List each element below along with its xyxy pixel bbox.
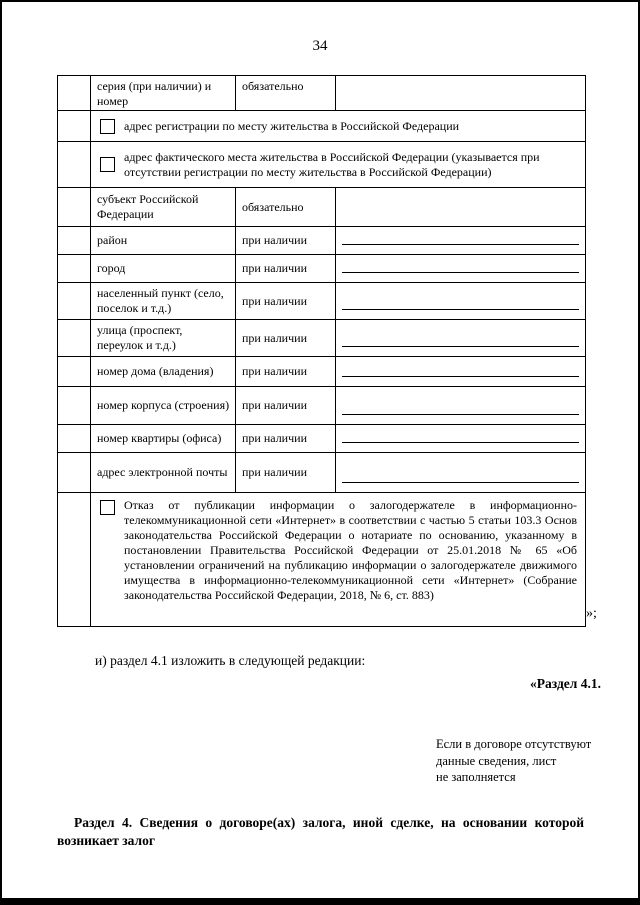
field-label: серия (при наличии) и номер xyxy=(97,79,212,108)
fill-line xyxy=(342,272,579,273)
checkbox-label: адрес фактического места жительства в Российской Федерации (указывается при отсутствии регистрации по месту жительства в Российской Федерации) xyxy=(124,149,540,179)
checkbox-cell xyxy=(91,493,585,626)
field-label-cell xyxy=(91,255,236,282)
table-row-seriya xyxy=(58,76,585,111)
field-value-cell xyxy=(336,76,585,110)
field-requirement-cell xyxy=(236,387,336,424)
field-requirement-cell xyxy=(236,425,336,452)
row-margin-cell xyxy=(58,453,91,492)
field-label-cell xyxy=(91,188,236,226)
table-row-city xyxy=(58,255,585,283)
field-label: номер квартиры (офиса) xyxy=(97,431,222,445)
field-label: субъект Российской Федерации xyxy=(97,192,199,221)
field-label: город xyxy=(97,261,126,275)
field-requirement-cell xyxy=(236,255,336,282)
table-row-building-number xyxy=(58,387,585,425)
requirement-label: при наличии xyxy=(242,398,307,412)
table-row-house-number xyxy=(58,357,585,387)
quote-closing-mark: »; xyxy=(586,606,597,621)
field-value-cell xyxy=(336,387,585,424)
checkbox[interactable] xyxy=(100,157,115,172)
form-table xyxy=(57,75,586,627)
field-label-cell xyxy=(91,320,236,356)
requirement-label: при наличии xyxy=(242,431,307,445)
checkbox-cell xyxy=(91,111,585,141)
field-label-cell xyxy=(91,387,236,424)
fill-line xyxy=(342,414,579,415)
checkbox[interactable] xyxy=(100,119,115,134)
table-row-street xyxy=(58,320,585,357)
checkbox[interactable] xyxy=(100,500,115,515)
checkbox-label: адрес регистрации по месту жительства в Российской Федерации xyxy=(124,118,460,133)
field-requirement-cell xyxy=(236,357,336,386)
requirement-label: обязательно xyxy=(242,79,304,93)
section-4-1-quote-header: «Раздел 4.1. xyxy=(530,676,601,691)
field-label-cell xyxy=(91,227,236,254)
row-margin-cell xyxy=(58,227,91,254)
field-requirement-cell xyxy=(236,76,336,110)
field-value-cell xyxy=(336,188,585,226)
table-row-settlement xyxy=(58,283,585,320)
amendment-line: и) раздел 4.1 изложить в следующей редакции: xyxy=(95,653,366,668)
table-row-email xyxy=(58,453,585,493)
field-value-cell xyxy=(336,255,585,282)
row-margin-cell xyxy=(58,111,91,141)
field-value-cell xyxy=(336,227,585,254)
note-line: Если в договоре отсутствуют xyxy=(436,737,592,751)
table-row-subject xyxy=(58,188,585,227)
fill-line xyxy=(342,376,579,377)
field-label-cell xyxy=(91,283,236,319)
checkbox-label: Отказ от публикации информации о залогодержателе в информационно-телекоммуникационной сети «Интернет» в соответствии с частью 5 статьи 103.3 Основ законодательства Российской Федерации о нотариате по основанию, указанному в постановлении Правительства Российской Федерации от 25.01.2018 № 65 «Об установлении ограничений на публикацию информации о залогодержателе движимого имущества в информационно-телекоммуникационной сети «Интернет» (Собрание законодательства Российской Федерации, 2018, № 6, ст. 883) xyxy=(124,498,577,602)
field-label: населенный пункт (село, поселок и т.д.) xyxy=(97,286,224,315)
field-value-cell xyxy=(336,357,585,386)
field-requirement-cell xyxy=(236,227,336,254)
table-row-checkbox-publication-refusal xyxy=(58,493,585,626)
fill-line xyxy=(342,442,579,443)
requirement-label: при наличии xyxy=(242,233,307,247)
row-margin-cell xyxy=(58,320,91,356)
note-line: данные сведения, лист xyxy=(436,753,557,768)
row-margin-cell xyxy=(58,188,91,226)
field-label: номер корпуса (строения) xyxy=(97,398,230,412)
checkbox-cell xyxy=(91,142,585,187)
row-margin-cell xyxy=(58,493,91,626)
field-value-cell xyxy=(336,320,585,356)
row-margin-cell xyxy=(58,76,91,110)
field-label: номер дома (владения) xyxy=(97,364,214,378)
field-label-cell xyxy=(91,76,236,110)
field-label-cell xyxy=(91,357,236,386)
section-4-title: Раздел 4. Сведения о договоре(ах) залога, иной сделке, на основании которой возникает залог xyxy=(57,815,584,848)
fill-line xyxy=(342,482,579,483)
fill-line xyxy=(342,346,579,347)
field-label: район xyxy=(97,233,128,247)
requirement-label: обязательно xyxy=(242,199,304,214)
field-requirement-cell xyxy=(236,453,336,492)
table-row-checkbox-actual-address xyxy=(58,142,585,188)
page-number: 34 xyxy=(312,38,328,54)
field-label: улица (проспект, переулок и т.д.) xyxy=(97,323,183,352)
row-margin-cell xyxy=(58,425,91,452)
table-row-apartment-number xyxy=(58,425,585,453)
field-value-cell xyxy=(336,283,585,319)
field-requirement-cell xyxy=(236,283,336,319)
row-margin-cell xyxy=(58,357,91,386)
field-requirement-cell xyxy=(236,320,336,356)
requirement-label: при наличии xyxy=(242,330,307,345)
table-row-checkbox-registration-address xyxy=(58,111,585,142)
requirement-label: при наличии xyxy=(242,293,307,308)
field-label-cell xyxy=(91,453,236,492)
requirement-label: при наличии xyxy=(242,465,307,479)
row-margin-cell xyxy=(58,255,91,282)
row-margin-cell xyxy=(58,283,91,319)
note-if-no-data xyxy=(436,736,612,786)
fill-line xyxy=(342,244,579,245)
row-margin-cell xyxy=(58,387,91,424)
field-label-cell xyxy=(91,425,236,452)
field-value-cell xyxy=(336,425,585,452)
table-row-district xyxy=(58,227,585,255)
requirement-label: при наличии xyxy=(242,364,307,378)
field-value-cell xyxy=(336,453,585,492)
field-label: адрес электронной почты xyxy=(97,465,228,479)
requirement-label: при наличии xyxy=(242,261,307,275)
row-margin-cell xyxy=(58,142,91,187)
field-requirement-cell xyxy=(236,188,336,226)
note-line: не заполняется xyxy=(436,770,516,784)
fill-line xyxy=(342,309,579,310)
